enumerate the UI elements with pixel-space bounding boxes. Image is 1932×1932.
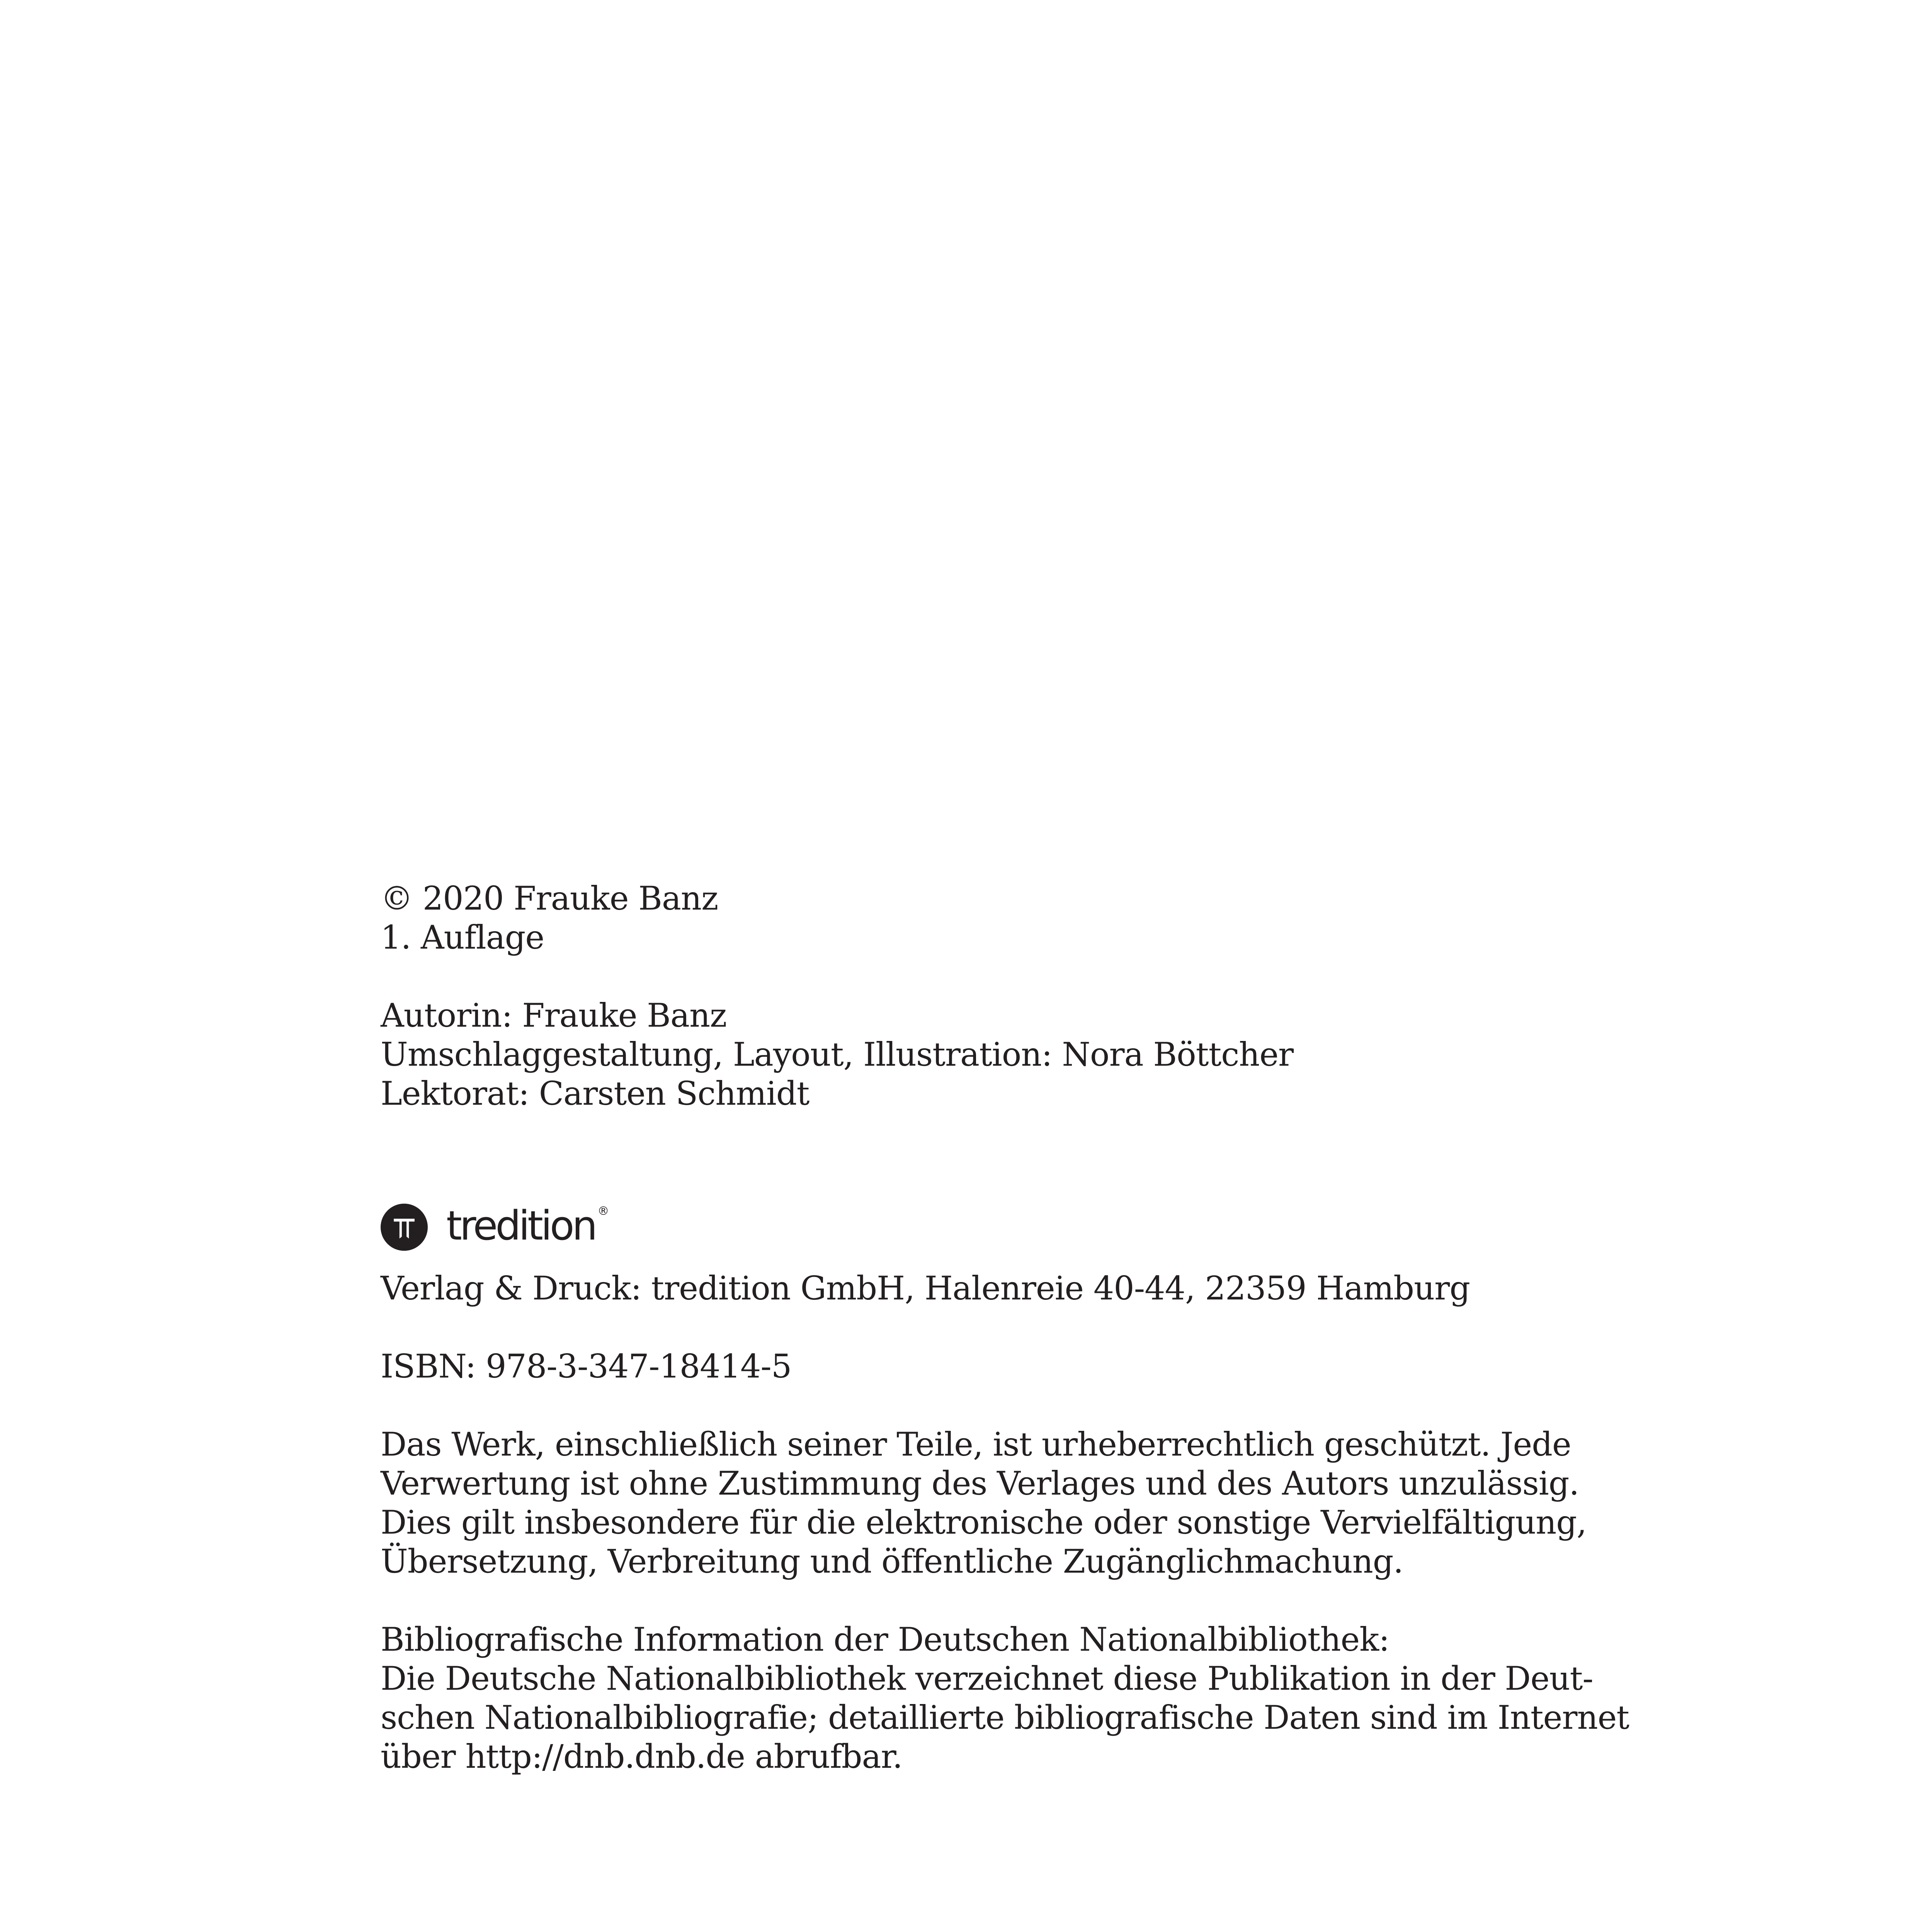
credit-author: Autorin: Frauke Banz (381, 997, 727, 1034)
bibliographic-line: Die Deutsche Nationalbibliothek verzeichnet diese Publikation in der Deut- (381, 1660, 1593, 1697)
bibliographic-line: über http://dnb.dnb.de abrufbar. (381, 1738, 903, 1776)
rights-notice-line: Verwertung ist ohne Zustimmung des Verlages und des Autors unzulässig. (381, 1464, 1579, 1502)
credit-design: Umschlaggestaltung, Layout, Illustration: Nora Böttcher (381, 1036, 1294, 1073)
bibliographic-heading: Bibliografische Information der Deutschen Nationalbibliothek: (381, 1621, 1389, 1658)
isbn-line: ISBN: 978-3-347-18414-5 (381, 1347, 792, 1385)
tredition-logo-icon (381, 1204, 428, 1251)
bibliographic-line: schen Nationalbibliografie; detaillierte bibliografische Daten sind im Internet (381, 1699, 1629, 1736)
publisher-logo (381, 1200, 1578, 1254)
publisher-address: Verlag & Druck: tredition GmbH, Halenreie 40-44, 22359 Hamburg (381, 1269, 1470, 1307)
rights-notice-line: Das Werk, einschließlich seiner Teile, ist urheberrechtlich geschützt. Jede (381, 1425, 1571, 1463)
credit-editor: Lektorat: Carsten Schmidt (381, 1075, 810, 1112)
edition-line: 1. Auflage (381, 918, 544, 956)
publisher-logo-text: tredition (446, 1202, 595, 1249)
registered-mark: ® (597, 1204, 609, 1218)
rights-notice-line: Dies gilt insbesondere für die elektronische oder sonstige Vervielfältigung, (381, 1503, 1587, 1541)
imprint-block (381, 879, 1629, 1776)
rights-notice-line: Übersetzung, Verbreitung und öffentliche Zugänglichmachung. (381, 1543, 1403, 1580)
copyright-line: © 2020 Frauke Banz (381, 879, 718, 917)
